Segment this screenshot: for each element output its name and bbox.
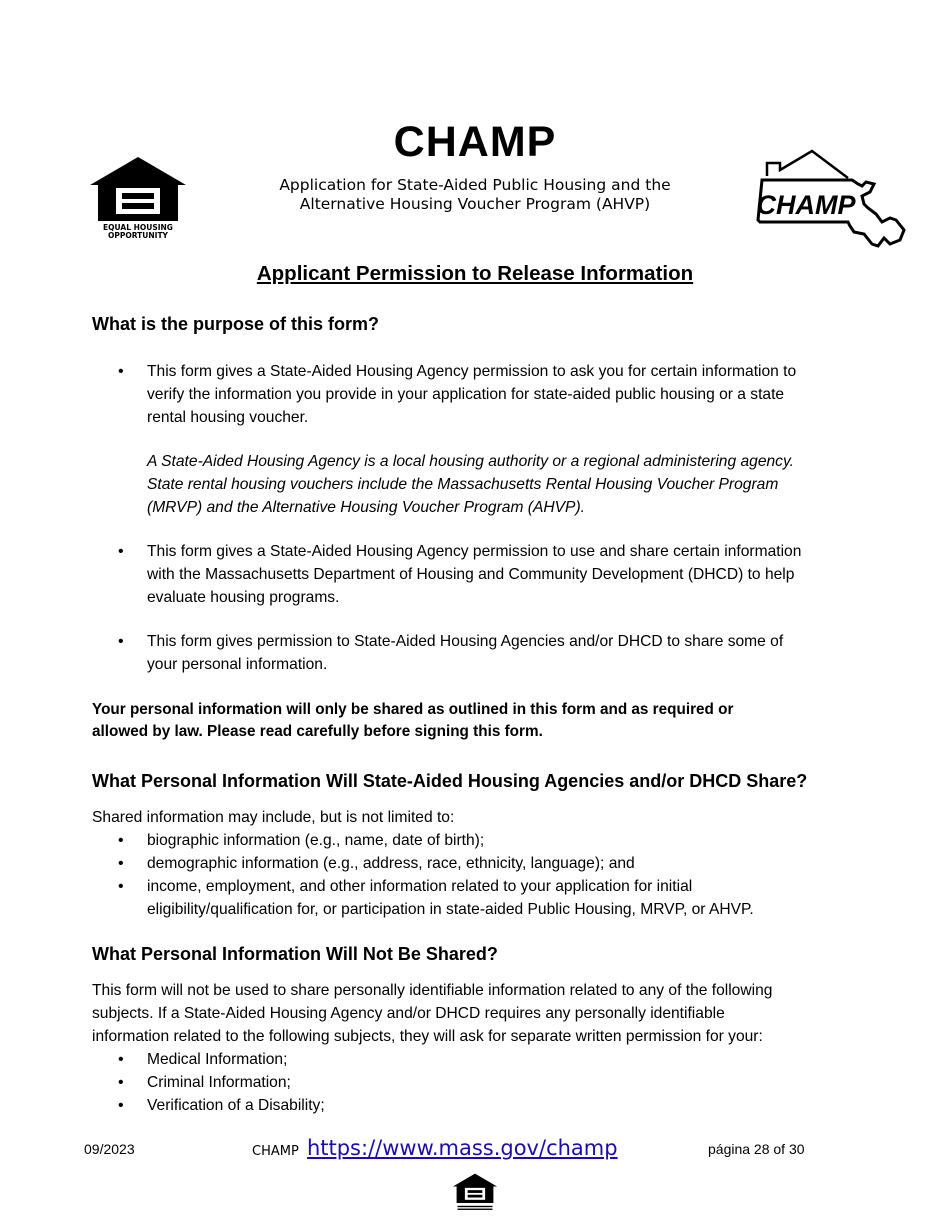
champ-logo (750, 148, 910, 263)
paragraph-line: subjects. If a State-Aided Housing Agency and/or DHCD requires any personally identifiable (92, 1005, 725, 1022)
shared-info-intro: Shared information may include, but is not limited to: (92, 809, 455, 826)
paragraph-line: information related to the following subjects, they will ask for separate written permission for your: (92, 1028, 763, 1045)
page-subtitle (235, 176, 715, 214)
footer-equal-housing-logo (452, 1172, 498, 1212)
bullet-text-line: • income, employment, and other information related to your application for initial (147, 878, 693, 895)
list-item (118, 630, 868, 676)
notice-line: allowed by law. Please read carefully before signing this form. (92, 723, 543, 740)
purpose-bullet-list-1 (118, 360, 868, 429)
notice-line: Your personal information will only be shared as outlined in this form and as required or (92, 701, 734, 718)
note-line: (MRVP) and the Alternative Housing Voucher Program (AHVP). (147, 499, 585, 516)
section-heading-not-shared: What Personal Information Will Not Be Shared? (92, 944, 498, 964)
equal-housing-opportunity-logo (88, 155, 188, 239)
purpose-bullet-list-2 (118, 540, 868, 609)
bullet-text-line: rental housing voucher. (147, 409, 309, 426)
purpose-bullet-list-3 (118, 630, 868, 676)
eho-logo-text-2: OPPORTUNITY (107, 231, 169, 239)
list-item (118, 540, 868, 609)
footer-date: 09/2023 (84, 1141, 135, 1157)
shared-info-list (118, 829, 868, 921)
champ-website-link[interactable]: https://www.mass.gov/champ (306, 1136, 618, 1160)
eho-logo-text-1: EQUAL HOUSING (103, 223, 173, 232)
section-heading-purpose: What is the purpose of this form? (92, 314, 379, 334)
list-item: • Verification of a Disability; (118, 1094, 868, 1117)
not-shared-paragraph (92, 979, 862, 1048)
footer-champ (252, 1136, 618, 1160)
list-item: • demographic information (e.g., address, race, ethnicity, language); and (118, 852, 868, 875)
privacy-notice (92, 699, 822, 743)
bullet-text-line: verify the information you provide in your application for state-aided public housing or a state (147, 386, 785, 403)
subtitle-line-1: Application for State-Aided Public Housing and the (279, 176, 671, 194)
note-line: State rental housing vouchers include the Massachusetts Rental Housing Voucher Program (147, 476, 779, 493)
list-item (118, 875, 868, 921)
champ-logo-text: CHAMP (756, 190, 856, 220)
bullet-text-line: • This form gives permission to State-Aided Housing Agencies and/or DHCD to share some of (147, 633, 784, 650)
page-number: página 28 of 30 (708, 1141, 805, 1157)
bullet-text-line: with the Massachusetts Department of Housing and Community Development (DHCD) to help (147, 566, 795, 583)
list-item: • Criminal Information; (118, 1071, 868, 1094)
page-title: CHAMP (393, 118, 557, 166)
subtitle-line-2: Alternative Housing Voucher Program (AHVP) (299, 195, 651, 213)
list-item: • Medical Information; (118, 1048, 868, 1071)
bullet-text-line: eligibility/qualification for, or participation in state-aided Public Housing, MRVP, or AHVP. (147, 901, 754, 918)
paragraph-line: This form will not be used to share personally identifiable information related to any of the following (92, 982, 773, 999)
section-heading-shared-info: What Personal Information Will State-Aided Housing Agencies and/or DHCD Share? (92, 771, 808, 791)
bullet-text-line: your personal information. (147, 656, 328, 673)
not-shared-list (118, 1048, 868, 1117)
form-title: Applicant Permission to Release Information (256, 262, 694, 285)
footer-champ-label: CHAMP (252, 1144, 299, 1159)
note-line: A State-Aided Housing Agency is a local housing authority or a regional administering agency. (147, 453, 794, 470)
bullet-text-line: • This form gives a State-Aided Housing Agency permission to use and share certain information (147, 543, 802, 560)
bullet-text-line: evaluate housing programs. (147, 589, 340, 606)
list-item (118, 360, 868, 429)
bullet-text-line: • This form gives a State-Aided Housing Agency permission to ask you for certain information to (147, 363, 797, 380)
agency-definition-note (147, 450, 867, 519)
list-item: • biographic information (e.g., name, date of birth); (118, 829, 868, 852)
